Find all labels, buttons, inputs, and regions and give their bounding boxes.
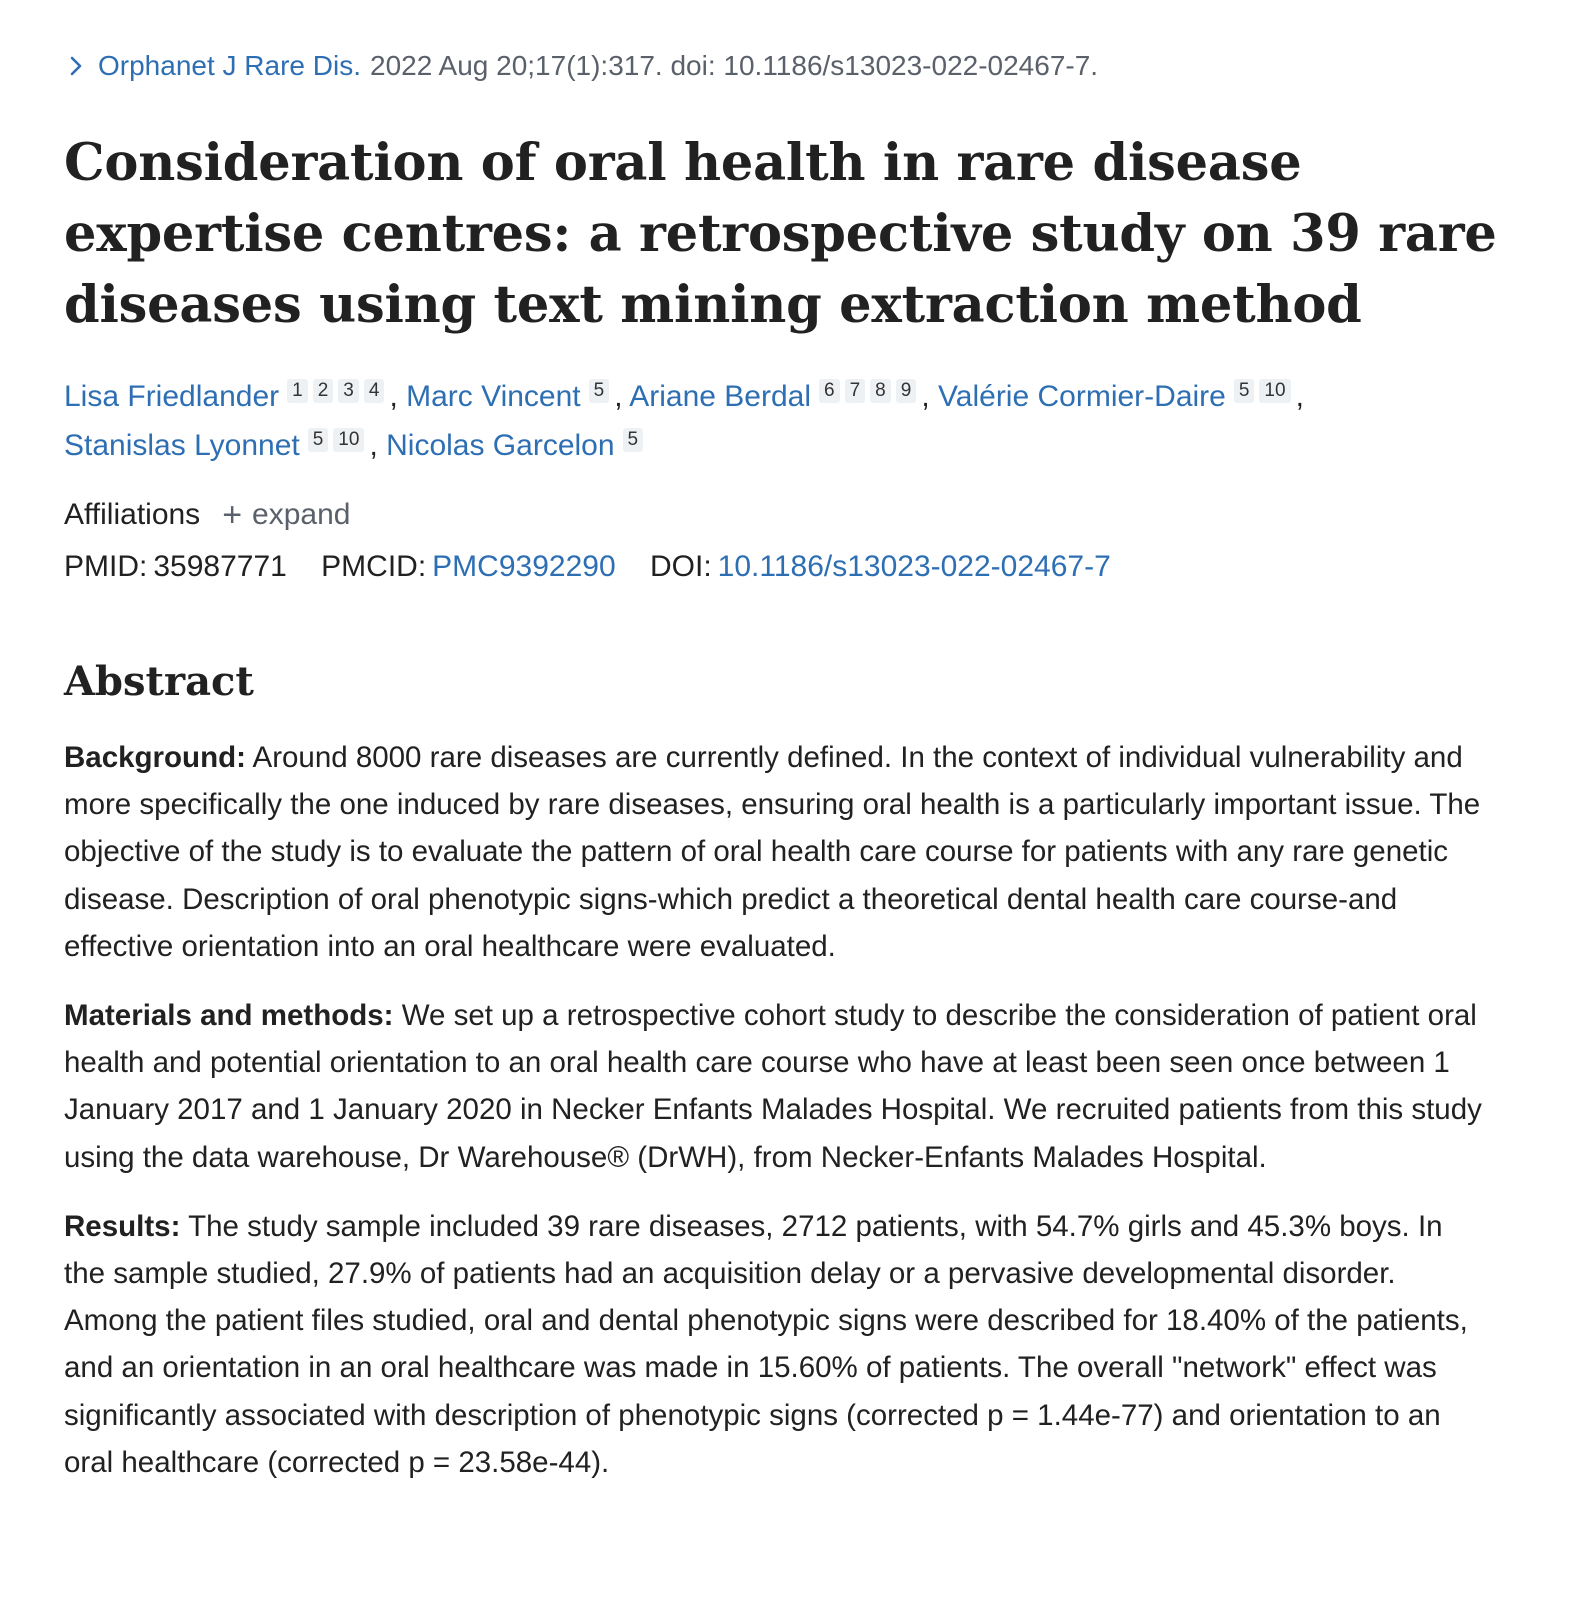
- section-label: Background:: [64, 741, 246, 774]
- chevron-right-icon[interactable]: [64, 54, 88, 78]
- affiliation-ref-button[interactable]: 6: [819, 379, 840, 403]
- plus-icon: +: [222, 496, 243, 534]
- author-separator: ,: [614, 380, 630, 413]
- abstract-section-background: [64, 734, 1484, 970]
- abstract-heading: Abstract: [64, 658, 254, 705]
- pmid-group: [64, 550, 295, 583]
- expand-label: expand: [252, 498, 351, 531]
- section-label: Results:: [64, 1209, 181, 1243]
- affiliation-ref-button[interactable]: 10: [333, 428, 364, 452]
- citation-line: [64, 50, 1098, 82]
- affiliation-ref-button[interactable]: 2: [313, 379, 334, 403]
- doi-group: [650, 550, 1111, 583]
- affiliation-ref-button[interactable]: 5: [1234, 379, 1255, 403]
- affiliation-ref-button[interactable]: 5: [623, 428, 644, 452]
- author-link[interactable]: Nicolas Garcelon: [386, 429, 615, 462]
- pmid-label: PMID:: [64, 550, 148, 583]
- abstract-body: [64, 734, 1484, 1508]
- affiliations-expand-button[interactable]: [222, 498, 350, 532]
- affiliation-ref-button[interactable]: 7: [845, 379, 866, 403]
- citation-details: 2022 Aug 20;17(1):317. doi: 10.1186/s13023-022-02467-7.: [370, 50, 1099, 81]
- pmid-value: 35987771: [153, 550, 287, 583]
- affiliation-ref-button[interactable]: 10: [1259, 379, 1290, 403]
- abstract-section-results: [64, 1203, 1484, 1486]
- article-identifiers: [64, 550, 1137, 584]
- section-label: Materials and methods:: [64, 999, 394, 1033]
- author-list: [64, 372, 1524, 470]
- section-text: The study sample included 39 rare diseases, 2712 patients, with 54.7% girls and 45.3% boys. In the sample studied, 27.9% of patients had an acquisition delay or a pervasive developmental disorder. Among the patient files studied, oral and dental phenotypic signs were described for 18.40% of the patients, and an orientation in an oral healthcare was made in 15.60% of patients. The overall "network" effect was significantly associated with description of phenotypic signs (corrected p = 1.44e-77) and orientation to an oral healthcare (corrected p = 23.58e-44).: [64, 1209, 1468, 1479]
- affiliations-row: [64, 498, 350, 532]
- affiliation-ref-button[interactable]: 5: [308, 428, 329, 452]
- author-link[interactable]: Valérie Cormier-Daire: [938, 380, 1226, 413]
- affiliation-ref-button[interactable]: 8: [870, 379, 891, 403]
- affiliation-ref-button[interactable]: 4: [364, 379, 385, 403]
- affiliation-ref-button[interactable]: 1: [287, 379, 308, 403]
- pmcid-link[interactable]: PMC9392290: [432, 550, 616, 583]
- affiliations-label: Affiliations: [64, 498, 201, 531]
- abstract-section-methods: [64, 992, 1484, 1181]
- affiliation-ref-button[interactable]: 9: [896, 379, 917, 403]
- doi-link[interactable]: 10.1186/s13023-022-02467-7: [717, 550, 1111, 583]
- author-link[interactable]: Stanislas Lyonnet: [64, 429, 300, 462]
- author-separator: ,: [921, 380, 938, 413]
- article-title: Consideration of oral health in rare disease expertise centres: a retrospective study on 39 rare diseases using text mining extraction method: [64, 133, 1497, 335]
- doi-label: DOI:: [649, 550, 712, 583]
- pmcid-group: [321, 550, 624, 583]
- affiliation-ref-button[interactable]: 5: [589, 379, 610, 403]
- section-text: Around 8000 rare diseases are currently defined. In the context of individual vulnerability and more specifically the one induced by rare diseases, ensuring oral health is a particularly important issue. The objective of the study is to evaluate the pattern of oral health care course for patients with any rare genetic disease. Description of oral phenotypic signs-which predict a theoretical dental health care course-and effective orientation into an oral healthcare were evaluated.: [64, 741, 1481, 963]
- section-text: We set up a retrospective cohort study to describe the consideration of patient oral health and potential orientation to an oral health care course who have at least been seen once between 1 January 2017 and 1 January 2020 in Necker Enfants Malades Hospital. We recruited patients from this study using the data warehouse, Dr Warehouse® (DrWH), from Necker-Enfants Malades Hospital.: [64, 999, 1482, 1174]
- author-separator: ,: [1295, 380, 1304, 413]
- affiliation-ref-button[interactable]: 3: [338, 379, 359, 403]
- pmcid-label: PMCID:: [321, 550, 427, 583]
- author-link[interactable]: Marc Vincent: [406, 380, 581, 413]
- author-link[interactable]: Lisa Friedlander: [64, 380, 280, 413]
- author-link[interactable]: Ariane Berdal: [629, 380, 812, 413]
- author-separator: ,: [389, 380, 407, 413]
- author-separator: ,: [369, 429, 387, 462]
- journal-link[interactable]: Orphanet J Rare Dis.: [98, 50, 361, 81]
